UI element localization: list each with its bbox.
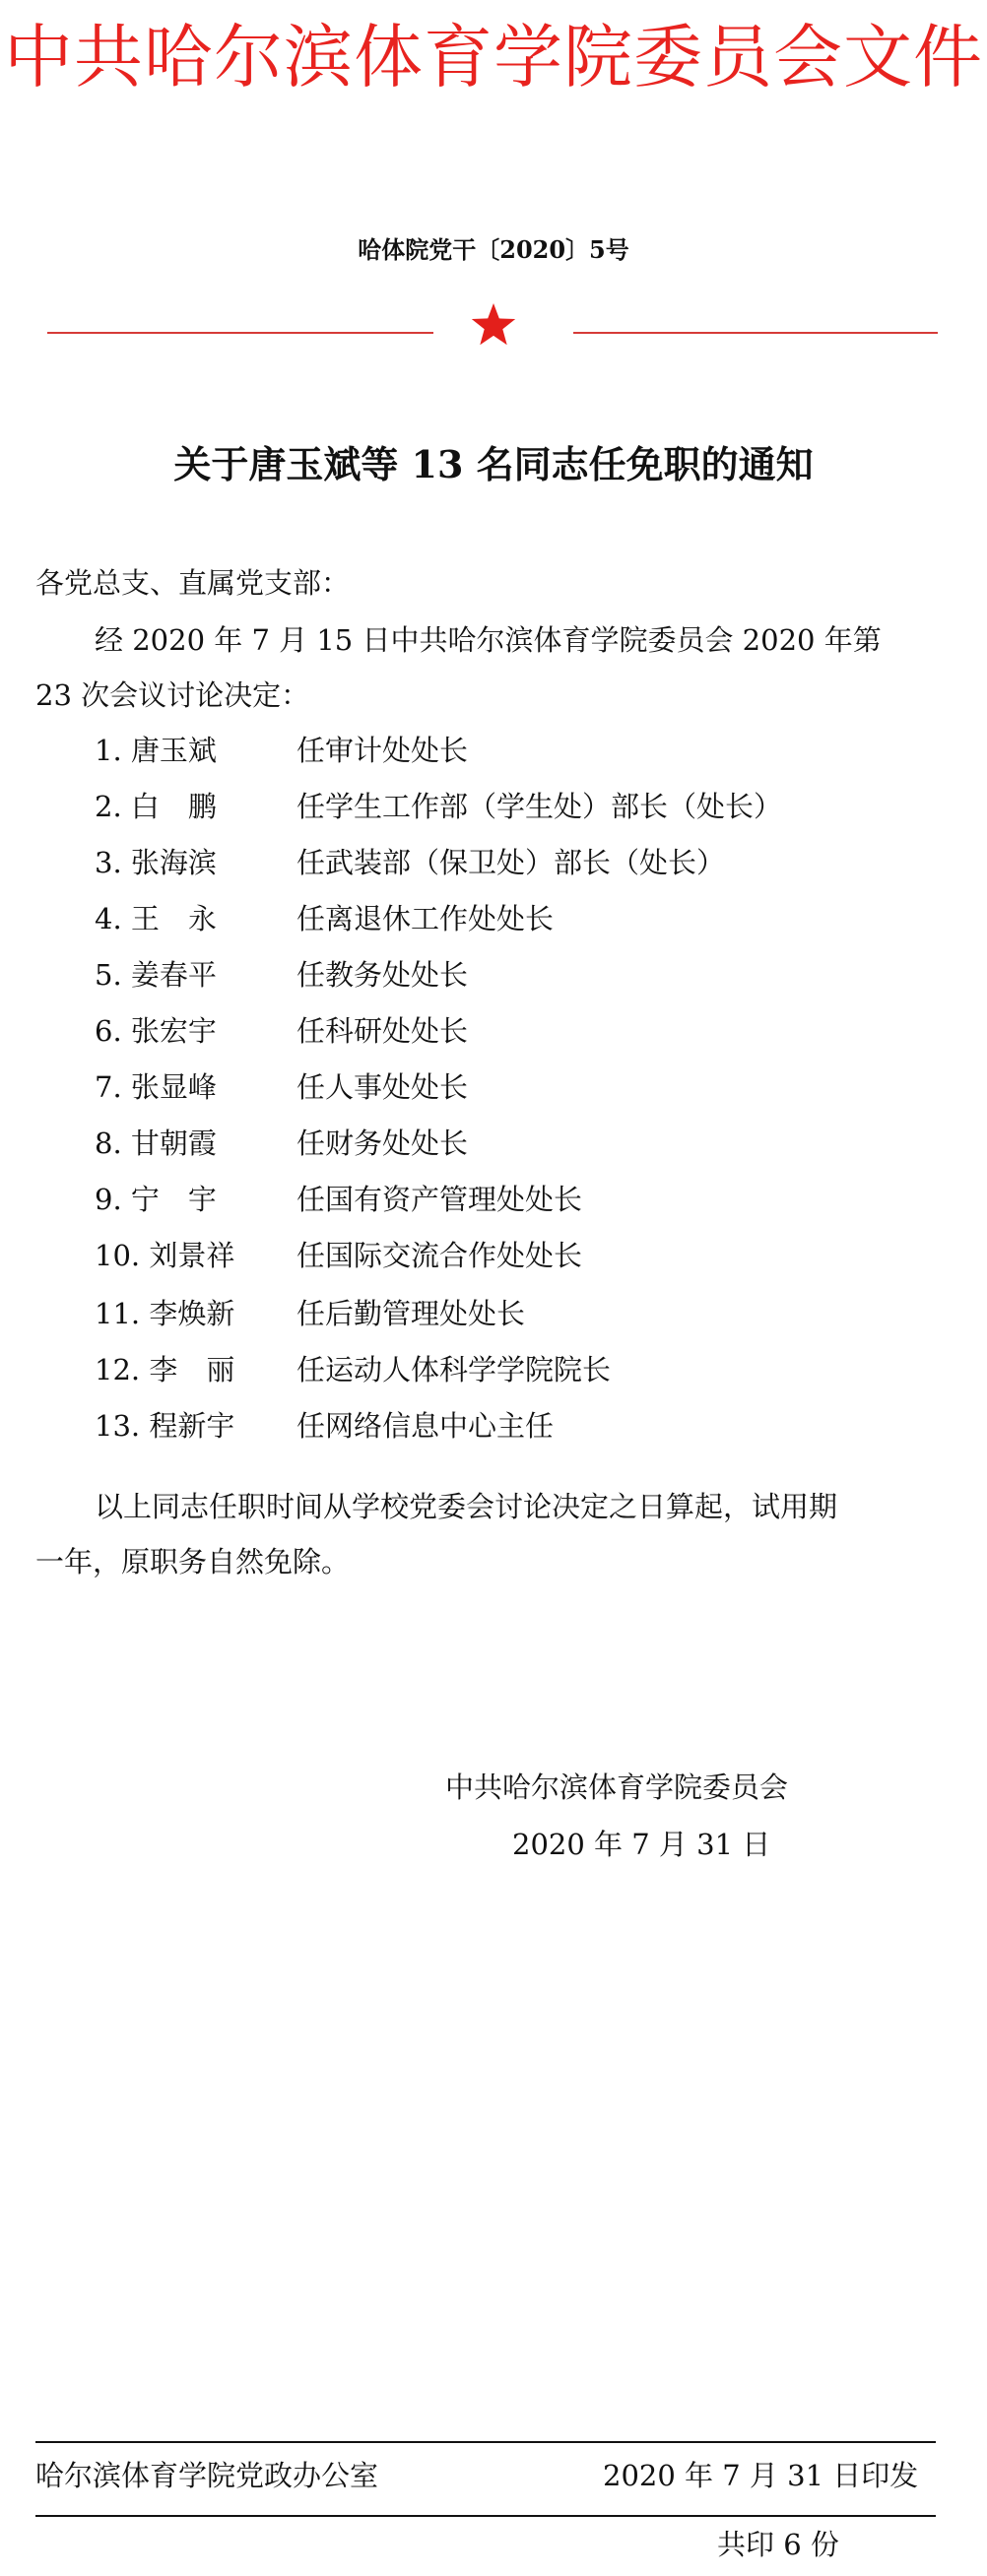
appointee-name: 3. 张海滨 [95,846,217,879]
appointment-item [95,1180,922,1219]
appointee-name: 10. 刘景祥 [95,1239,235,1272]
appointment-role: 任国有资产管理处处长 [296,1183,583,1216]
footer-issue-date: 2020 年 7 月 31 日印发 [603,2459,919,2492]
intro-line-2: 23 次会议讨论决定： [35,678,310,712]
appointee-name: 7. 张显峰 [95,1070,217,1104]
appointment-role: 任学生工作部（学生处）部长（处长） [296,790,783,823]
signing-date: 2020 年 7 月 31 日 [512,1828,771,1861]
appointment-role: 任后勤管理处处长 [296,1297,526,1330]
appointment-item [95,787,922,826]
appointee-name: 11. 李焕新 [95,1297,235,1330]
document-title: 关于唐玉斌等 13 名同志任免职的通知 [173,442,814,486]
appointment-item [95,1406,922,1446]
appointee-name: 2. 白 鹏 [95,790,217,823]
closing-line-2: 一年，原职务自然免除。 [35,1545,351,1578]
appointee-name: 6. 张宏宇 [95,1014,217,1048]
intro-line-1: 经 2020 年 7 月 15 日中共哈尔滨体育学院委员会 2020 年第 [95,623,882,657]
appointee-name: 1. 唐玉斌 [95,734,217,767]
appointee-name: 9. 宁 宇 [95,1183,217,1216]
appointee-name: 13. 程新宇 [95,1409,235,1443]
appointment-item [95,1236,922,1275]
appointment-role: 任财务处处长 [296,1127,469,1160]
appointment-role: 任国际交流合作处处长 [296,1239,583,1272]
appointment-role: 任网络信息中心主任 [296,1409,555,1443]
footer-divider-bottom [35,2515,936,2517]
appointee-name: 5. 姜春平 [95,958,217,992]
appointment-item [95,1011,922,1051]
copy-count: 共印 6 份 [717,2528,839,2561]
appointee-name: 4. 王 永 [95,902,217,935]
appointment-role: 任运动人体科学学院院长 [296,1353,612,1386]
appointment-item [95,1350,922,1389]
footer-issuer: 哈尔滨体育学院党政办公室 [35,2459,379,2492]
appointment-list [95,731,922,1462]
appointment-role: 任教务处处长 [296,958,469,992]
signing-organization: 中共哈尔滨体育学院委员会 [445,1771,789,1804]
appointment-role: 任武装部（保卫处）部长（处长） [296,846,726,879]
appointment-item [95,1067,922,1107]
document-number: 哈体院党干〔2020〕5号 [358,235,629,264]
appointment-item [95,843,922,882]
appointment-role: 任审计处处长 [296,734,469,767]
red-star-icon [469,301,518,349]
appointment-item [95,1124,922,1163]
closing-line-1: 以上同志任职时间从学校党委会讨论决定之日算起，试用期 [95,1490,838,1523]
footer-divider-top [35,2441,936,2443]
header-divider-left [47,332,433,334]
header-divider-right [573,332,938,334]
appointee-name: 8. 甘朝霞 [95,1127,217,1160]
appointment-item [95,1294,922,1333]
document-header: 中共哈尔滨体育学院委员会文件 [4,17,983,97]
appointee-name: 12. 李 丽 [95,1353,235,1386]
salutation: 各党总支、直属党支部： [35,566,351,600]
appointment-role: 任离退休工作处处长 [296,902,555,935]
appointment-item [95,955,922,995]
appointment-role: 任科研处处长 [296,1014,469,1048]
appointment-item [95,899,922,938]
appointment-item [95,731,922,770]
appointment-role: 任人事处处长 [296,1070,469,1104]
